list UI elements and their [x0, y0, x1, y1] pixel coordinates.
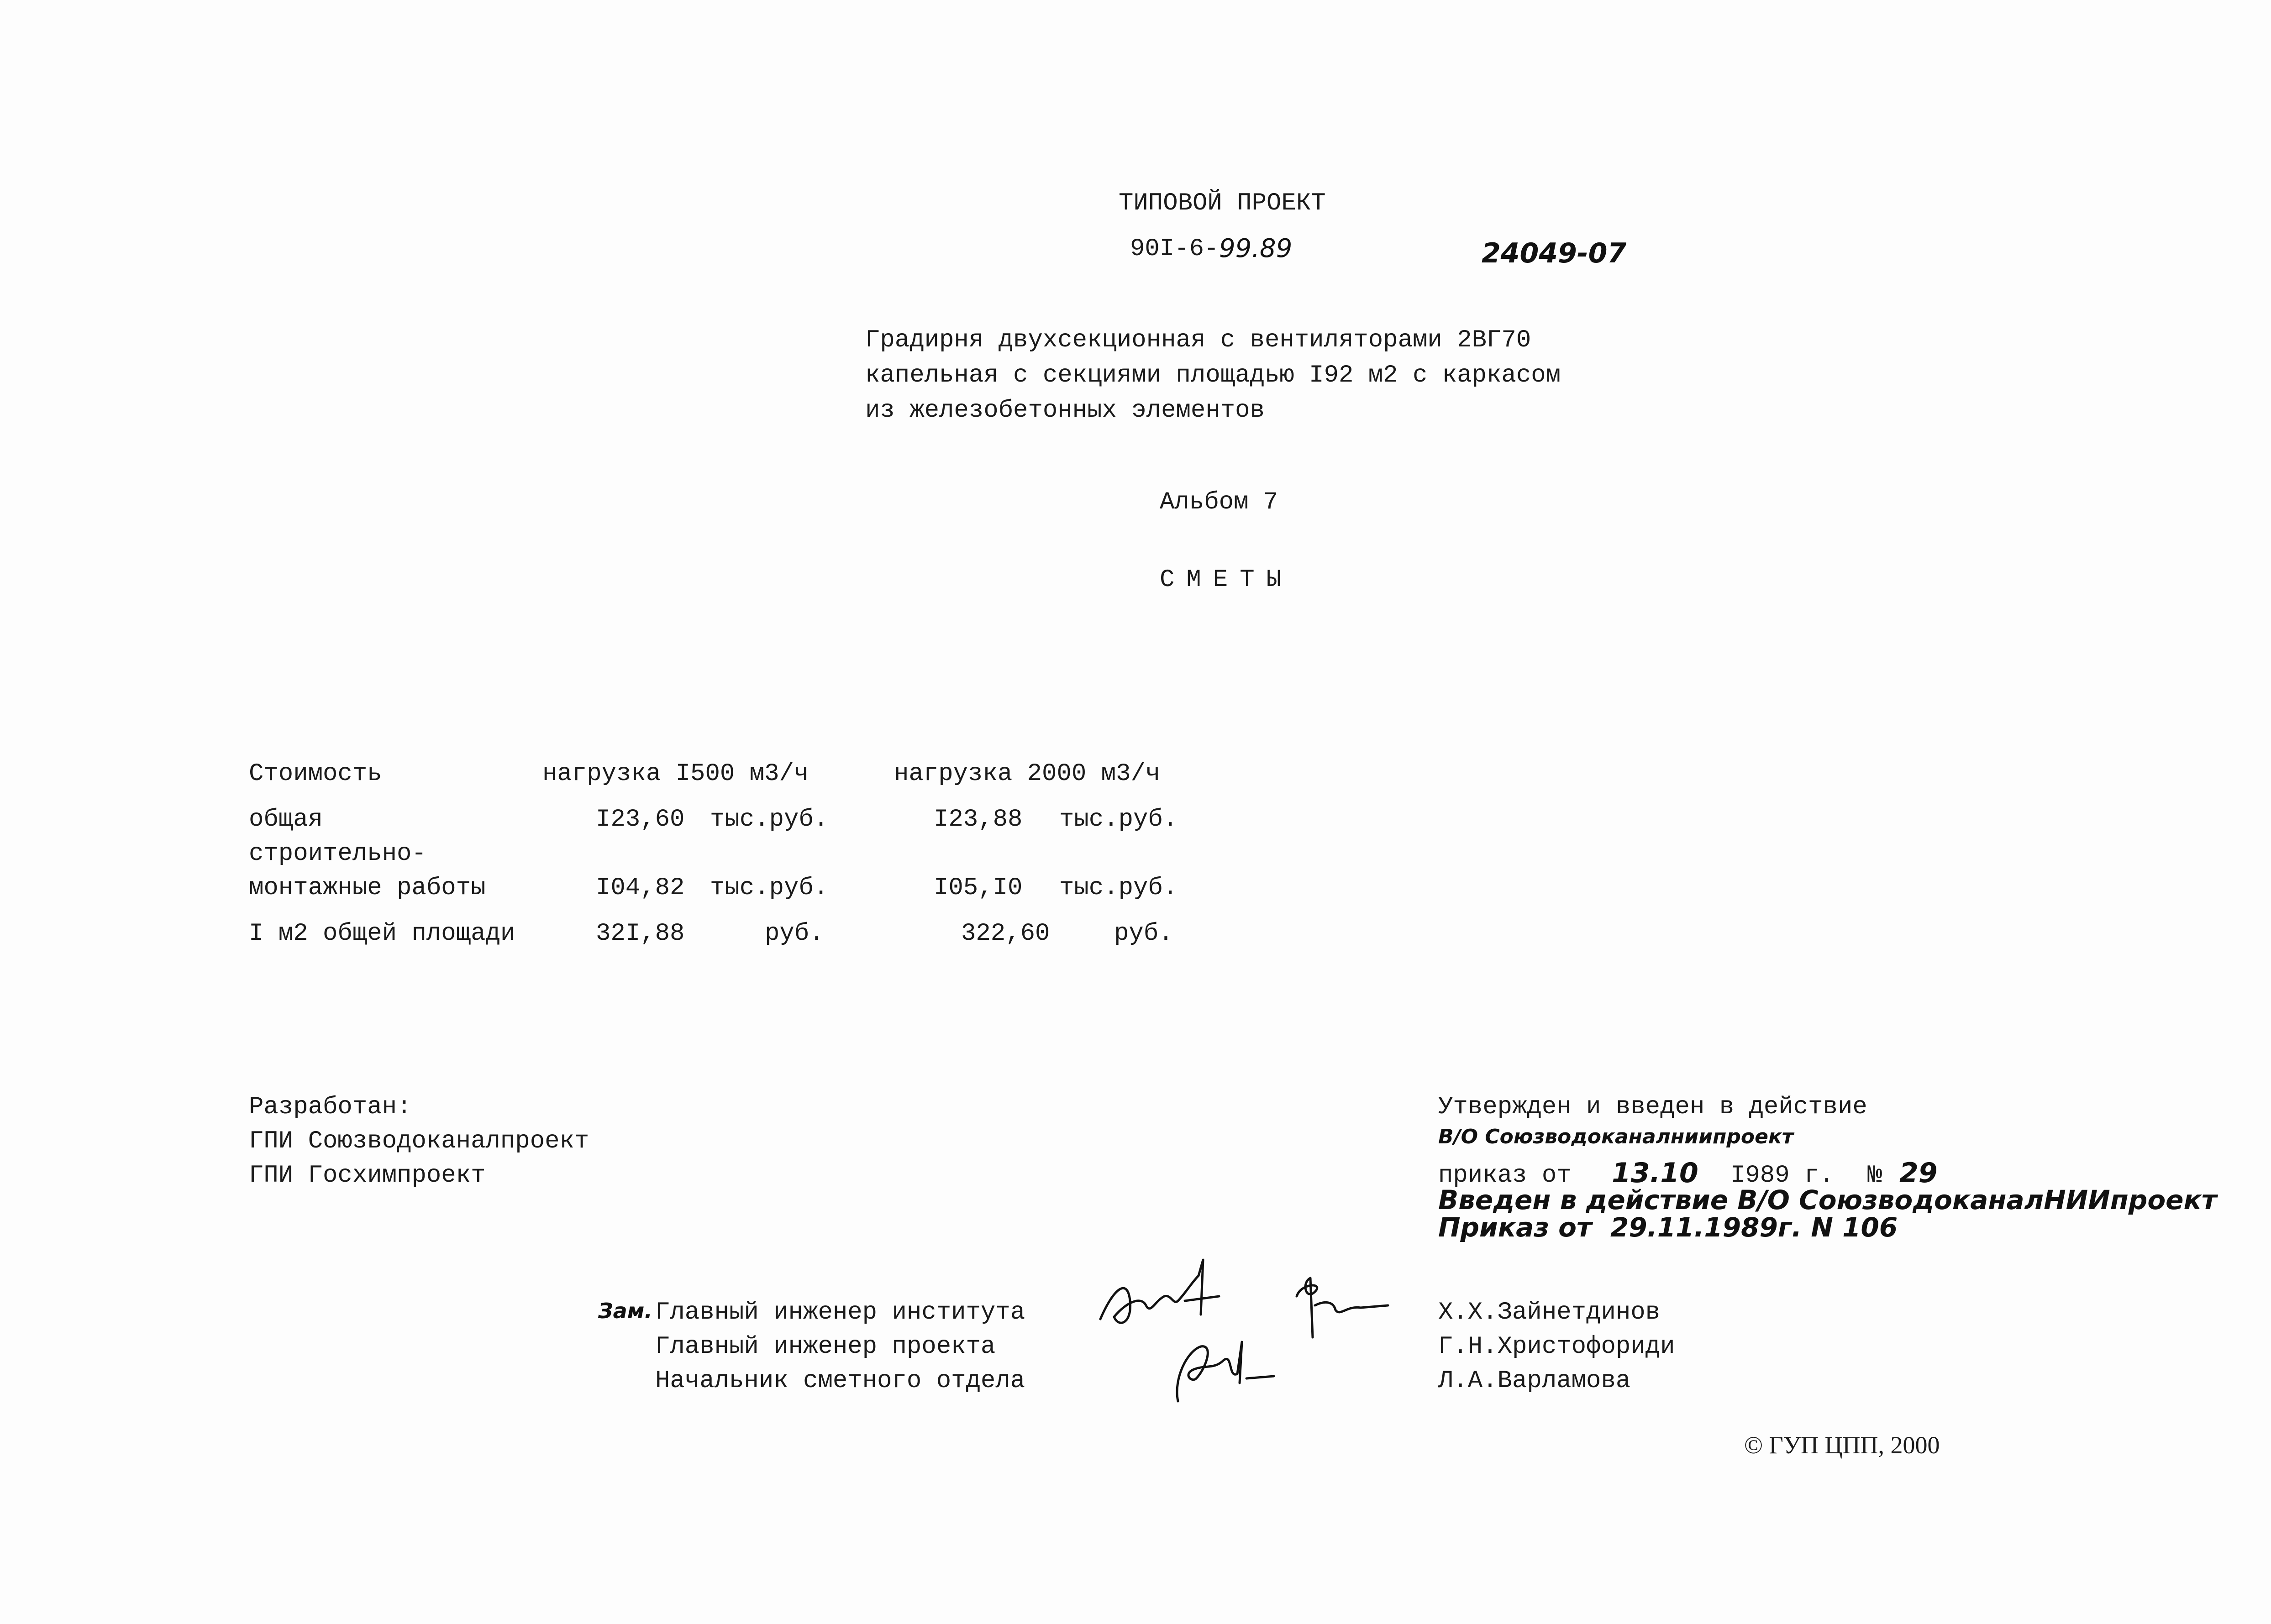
signatory-name: Х.Х.Зайнетдинов — [1438, 1299, 1661, 1326]
project-type: ТИПОВОЙ ПРОЕКТ — [1119, 189, 1326, 217]
signatory-position: Главный инженер проекта — [655, 1333, 996, 1361]
signatory-name: Г.Н.Христофориди — [1438, 1333, 1675, 1361]
signature-1 — [1100, 1260, 1219, 1323]
handwritten-signatures — [1087, 1232, 1415, 1415]
row-label: общая — [249, 806, 323, 833]
developed-label: Разработан: — [249, 1093, 412, 1121]
developer-org-2: ГПИ Госхимпроект — [249, 1162, 486, 1189]
project-number-printed: 90I-6- — [1130, 235, 1219, 263]
title-line-1: Градирня двухсекционная с вентиляторами 2ВГ70 — [865, 326, 1531, 354]
row-value-2: I05,I0 — [934, 874, 1023, 902]
section-title: СМЕТЫ — [1160, 566, 1293, 594]
row-unit-1: руб. — [765, 920, 824, 948]
row-value-1: 32I,88 — [596, 920, 685, 948]
row-label: монтажные работы — [249, 874, 486, 902]
signatory-position: Начальник сметного отдела — [655, 1367, 1025, 1395]
project-number-handwritten: 99.89 — [1219, 234, 1293, 263]
row-unit-2: тыс.руб. — [1059, 874, 1178, 902]
handwritten-enactment-line-1: Введен в действие В/О СоюзводоканалНИИпроект — [1438, 1184, 2217, 1215]
signatory-name: Л.А.Варламова — [1438, 1367, 1631, 1395]
title-line-2: капельная с секциями площадью I92 м2 с каркасом — [865, 361, 1561, 389]
table-header-load-1500: нагрузка I500 м3/ч — [542, 760, 809, 788]
table-header-load-2000: нагрузка 2000 м3/ч — [894, 760, 1161, 788]
order-date-handwritten: 13.10 — [1612, 1157, 1698, 1189]
album-label: Альбом 7 — [1160, 488, 1278, 516]
developer-org-1: ГПИ Союзводоканалпроект — [249, 1127, 589, 1155]
title-line-3: из железобетонных элементов — [865, 397, 1265, 424]
approval-org-stamp: В/О Союзводоканалниипроект — [1438, 1125, 1794, 1148]
order-prefix: приказ от — [1438, 1162, 1572, 1189]
row-value-1: I04,82 — [596, 874, 685, 902]
copyright: © ГУП ЦПП, 2000 — [1744, 1431, 1940, 1459]
handwritten-enactment-line-2: Приказ от 29.11.1989г. N 106 — [1438, 1212, 1898, 1243]
inventory-number: 24049-07 — [1482, 237, 1627, 269]
order-number-prefix: № — [1867, 1162, 1882, 1189]
row-value-2: 322,60 — [961, 920, 1050, 948]
row-label: I м2 общей площади — [249, 920, 515, 948]
signatory-position: Главный инженер института — [655, 1299, 1025, 1326]
row-value-2: I23,88 — [934, 806, 1023, 833]
order-number-handwritten: 29 — [1899, 1157, 1938, 1189]
signature-3 — [1177, 1342, 1274, 1401]
approval-line-1: Утвержден и введен в действие — [1438, 1093, 1867, 1121]
row-value-1: I23,60 — [596, 806, 685, 833]
table-header-cost: Стоимость — [249, 760, 382, 788]
row-unit-1: тыс.руб. — [710, 874, 829, 902]
signatory-prefix: Зам. — [598, 1299, 652, 1323]
order-year: I989 г. — [1730, 1162, 1834, 1189]
signature-2 — [1297, 1278, 1388, 1337]
row-unit-2: тыс.руб. — [1059, 806, 1178, 833]
row-label: строительно- — [249, 840, 426, 868]
row-unit-1: тыс.руб. — [710, 806, 829, 833]
row-unit-2: руб. — [1114, 920, 1173, 948]
